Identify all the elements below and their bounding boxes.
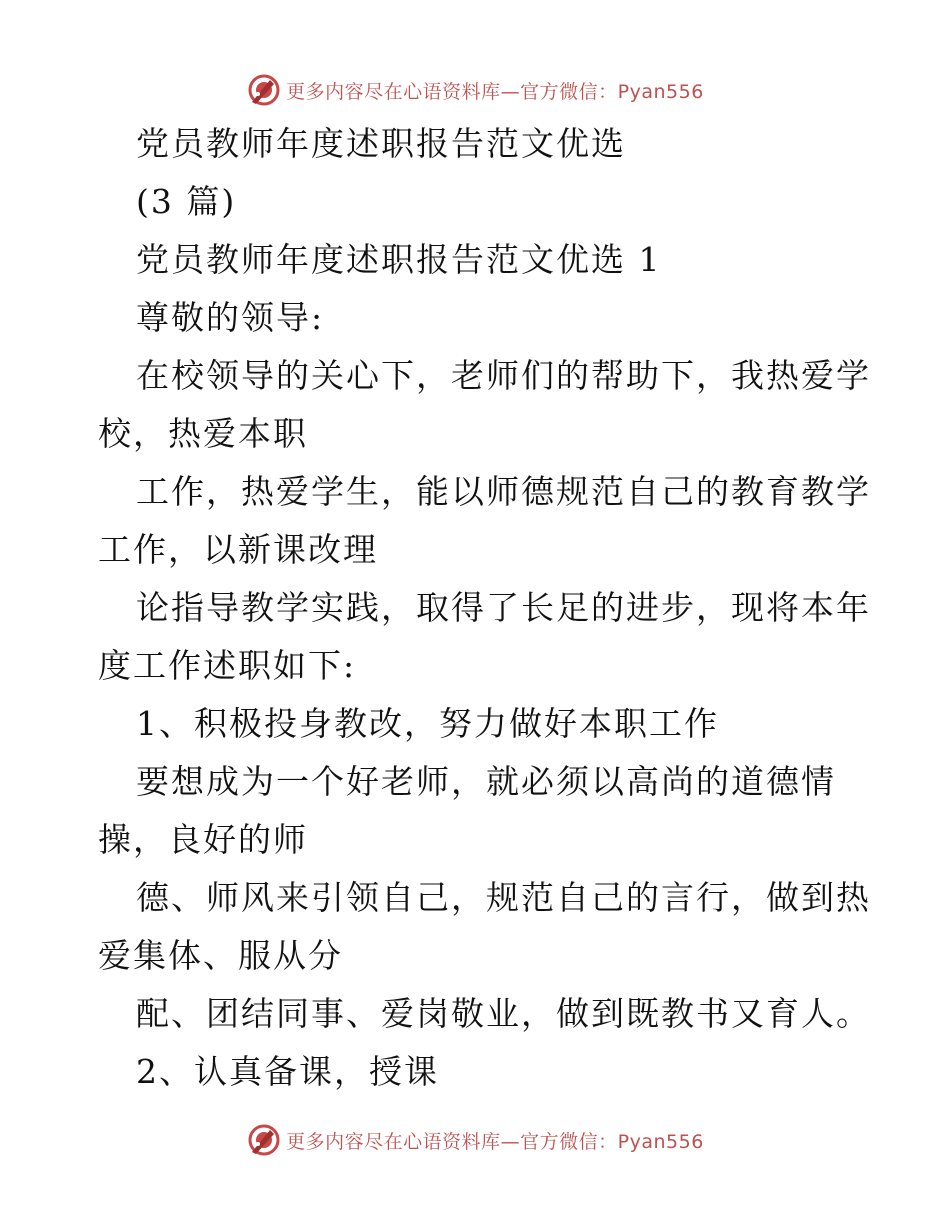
paragraph-line: 校，热爱本职 bbox=[98, 414, 308, 453]
paragraph-line: 爱集体、服从分 bbox=[98, 936, 343, 975]
paragraph-line: 配、团结同事、爱岗敬业，做到既教书又育人。 bbox=[136, 994, 871, 1033]
section-heading: 党员教师年度述职报告范文优选 1 bbox=[136, 240, 662, 279]
paragraph-line: 工作，热爱学生，能以师德规范自己的教育教学 bbox=[136, 472, 871, 511]
paragraph-line: 德、师风来引领自己，规范自己的言行，做到热 bbox=[136, 878, 871, 917]
footer-watermark bbox=[0, 1120, 950, 1160]
paragraph-line: 度工作述职如下: bbox=[98, 646, 357, 685]
paragraph-line: 论指导教学实践，取得了长足的进步，现将本年 bbox=[136, 588, 871, 627]
header-watermark bbox=[0, 70, 950, 110]
paragraph-line: 在校领导的关心下，老师们的帮助下，我热爱学 bbox=[136, 356, 871, 395]
salutation: 尊敬的领导: bbox=[136, 298, 325, 337]
paragraph-line: 要想成为一个好老师，就必须以高尚的道德情 bbox=[136, 762, 836, 801]
list-heading: 2、认真备课，授课 bbox=[136, 1052, 439, 1091]
paragraph-line: 操，良好的师 bbox=[98, 820, 308, 859]
pen-logo-icon bbox=[246, 72, 282, 108]
doc-subtitle: (3 篇) bbox=[136, 182, 237, 221]
watermark-text: 更多内容尽在心语资料库—官方微信：Pyan556 bbox=[286, 80, 704, 103]
watermark-text: 更多内容尽在心语资料库—官方微信：Pyan556 bbox=[286, 1130, 704, 1153]
paragraph-line: 工作，以新课改理 bbox=[98, 530, 378, 569]
doc-title: 党员教师年度述职报告范文优选 bbox=[136, 124, 626, 163]
document-body bbox=[98, 115, 871, 1101]
list-heading: 1、积极投身教改，努力做好本职工作 bbox=[136, 704, 719, 743]
pen-logo-icon bbox=[246, 1122, 282, 1158]
